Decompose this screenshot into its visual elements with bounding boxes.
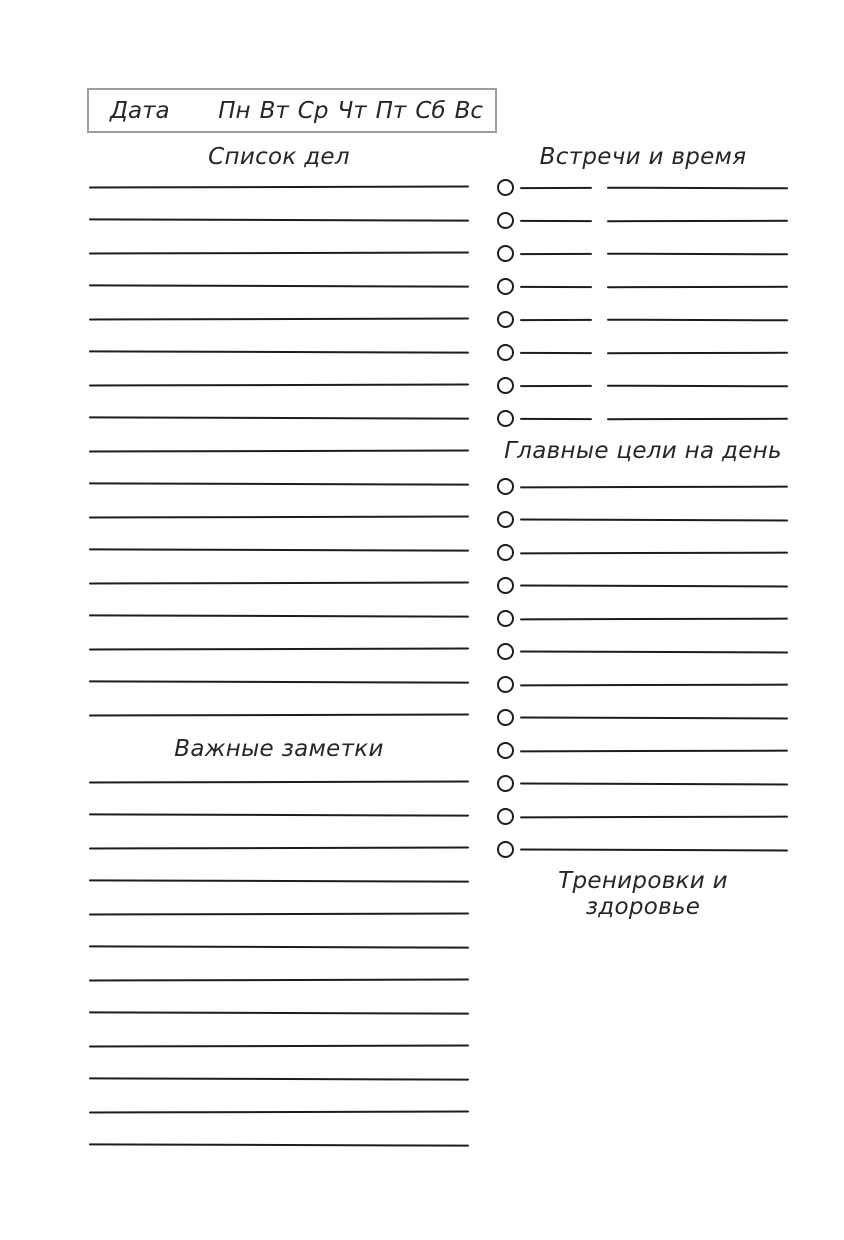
goal-checkbox-circle: [497, 709, 514, 726]
goal-checkbox-circle: [497, 610, 514, 627]
weekday-label: Ср: [297, 97, 329, 124]
weekday-label: Вс: [454, 97, 483, 124]
todo-writing-line: [89, 714, 469, 717]
weekday-label: Вт: [259, 97, 289, 124]
todo-writing-line: [89, 582, 469, 585]
todo-writing-line: [89, 482, 469, 485]
meeting-title-line: [607, 187, 788, 190]
todo-writing-line: [89, 614, 469, 617]
goal-writing-line: [520, 717, 788, 720]
meeting-time-line: [520, 253, 592, 255]
todo-writing-line: [89, 186, 469, 189]
todo-writing-line: [89, 416, 469, 419]
notes-writing-line: [89, 1011, 469, 1014]
goal-writing-line: [520, 684, 788, 687]
goal-checkbox-circle: [497, 478, 514, 495]
goal-writing-line: [520, 849, 788, 852]
meeting-title-line: [607, 286, 788, 288]
meeting-title-line: [607, 418, 788, 420]
notes-writing-line: [89, 1045, 469, 1048]
goal-checkbox-circle: [497, 544, 514, 561]
meeting-checkbox-circle: [497, 344, 514, 361]
weekday-label: Чт: [337, 97, 367, 124]
notes-writing-line: [89, 879, 469, 882]
goal-writing-line: [520, 618, 788, 621]
notes-writing-line: [89, 781, 469, 784]
goal-writing-line: [520, 651, 788, 654]
meeting-time-line: [520, 352, 592, 354]
meeting-time-line: [520, 418, 592, 420]
meeting-time-line: [520, 286, 592, 288]
goal-checkbox-circle: [497, 676, 514, 693]
todo-writing-line: [89, 648, 469, 651]
meeting-title-line: [607, 352, 788, 354]
goals-section-title: Главные цели на день: [504, 438, 782, 464]
notes-writing-line: [89, 813, 469, 816]
meeting-title-line: [607, 385, 788, 388]
meeting-title-line: [607, 220, 788, 222]
todo-writing-line: [89, 284, 469, 287]
goal-checkbox-circle: [497, 511, 514, 528]
todo-writing-line: [89, 450, 469, 453]
notes-writing-line: [89, 979, 469, 982]
goal-writing-line: [520, 486, 788, 489]
notes-writing-line: [89, 847, 469, 850]
goal-checkbox-circle: [497, 577, 514, 594]
goal-checkbox-circle: [497, 643, 514, 660]
meeting-title-line: [607, 253, 788, 256]
weekday-list: [218, 98, 483, 124]
goal-writing-line: [520, 750, 788, 753]
todo-writing-line: [89, 384, 469, 387]
goal-writing-line: [520, 519, 788, 522]
meeting-title-line: [607, 319, 788, 322]
meeting-checkbox-circle: [497, 245, 514, 262]
date-header-box: [87, 88, 497, 133]
weekday-label: Пн: [218, 97, 251, 124]
notes-section-title: Важные заметки: [174, 736, 384, 762]
goal-checkbox-circle: [497, 775, 514, 792]
todo-writing-line: [89, 318, 469, 321]
todo-writing-line: [89, 548, 469, 551]
goal-checkbox-circle: [497, 841, 514, 858]
notes-writing-line: [89, 913, 469, 916]
meeting-checkbox-circle: [497, 212, 514, 229]
todo-writing-line: [89, 350, 469, 353]
meeting-checkbox-circle: [497, 377, 514, 394]
meeting-checkbox-circle: [497, 410, 514, 427]
goal-writing-line: [520, 552, 788, 555]
date-label: Дата: [110, 97, 170, 124]
notes-writing-line: [89, 1143, 469, 1146]
goal-checkbox-circle: [497, 808, 514, 825]
goal-checkbox-circle: [497, 742, 514, 759]
notes-writing-line: [89, 1111, 469, 1114]
todo-writing-line: [89, 680, 469, 683]
goal-writing-line: [520, 585, 788, 588]
notes-writing-line: [89, 945, 469, 948]
meeting-time-line: [520, 319, 592, 321]
meeting-checkbox-circle: [497, 311, 514, 328]
todo-section-title: Список дел: [208, 144, 350, 170]
goal-writing-line: [520, 783, 788, 786]
meeting-time-line: [520, 220, 592, 222]
meeting-checkbox-circle: [497, 278, 514, 295]
health-section-title: Тренировки и здоровье: [558, 868, 728, 920]
notes-writing-line: [89, 1077, 469, 1080]
meeting-checkbox-circle: [497, 179, 514, 196]
todo-writing-line: [89, 252, 469, 255]
todo-writing-line: [89, 516, 469, 519]
meeting-time-line: [520, 187, 592, 189]
weekday-label: Сб: [415, 97, 446, 124]
todo-writing-line: [89, 218, 469, 221]
goal-writing-line: [520, 816, 788, 819]
meetings-section-title: Встречи и время: [539, 144, 747, 170]
weekday-label: Пт: [375, 97, 407, 124]
meeting-time-line: [520, 385, 592, 387]
